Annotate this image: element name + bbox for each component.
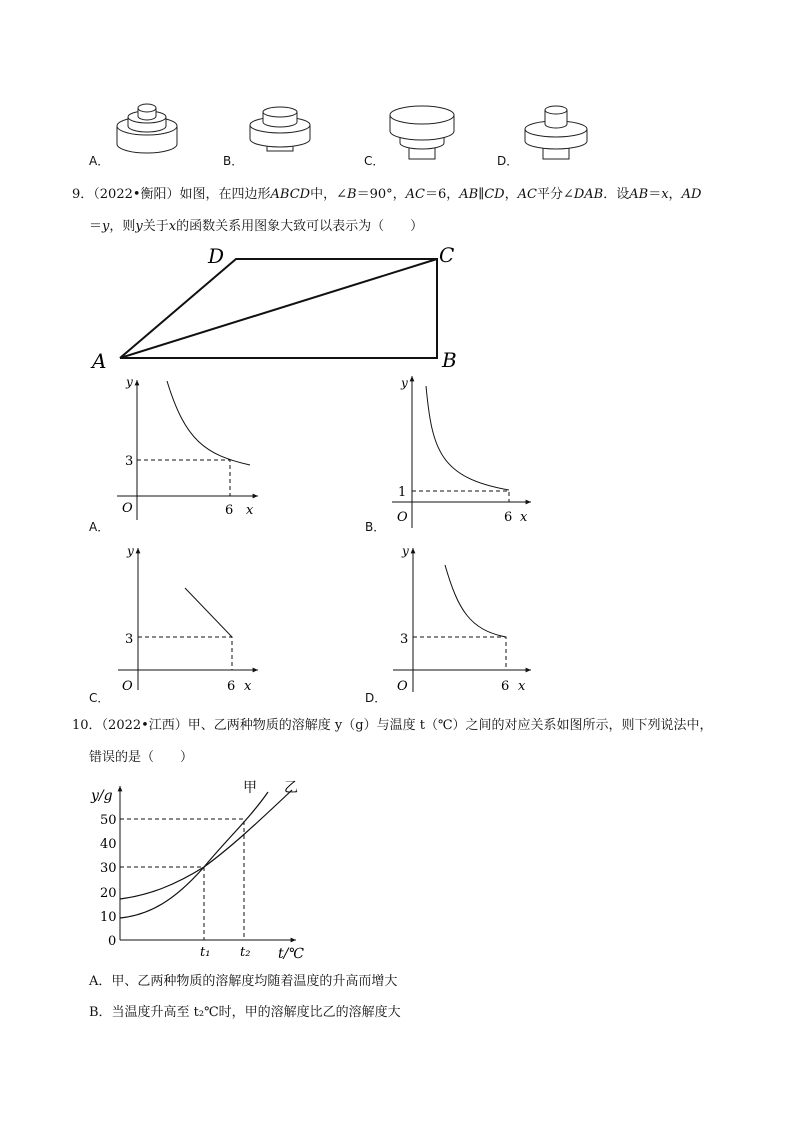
x-axis-label: x <box>244 679 252 694</box>
q8-option-d[interactable]: D． <box>497 154 519 168</box>
q9-var: AB <box>629 187 649 202</box>
ytick-0: 0 <box>108 934 117 949</box>
q9-var: AC <box>517 187 537 202</box>
series-yi-curve <box>120 790 292 899</box>
q10-option-b[interactable]: B．当温度升高至 t₂℃时，甲的溶解度比乙的溶解度大 <box>89 1005 401 1020</box>
chart-xlabel: t/℃ <box>278 946 305 962</box>
chart-ylabel: y/g <box>91 788 113 804</box>
x-tick-label: 6 <box>504 510 513 525</box>
q9-text: 平分∠ <box>536 187 574 202</box>
q9-text: ， <box>504 187 518 202</box>
t2-label: t₂ <box>240 945 251 960</box>
y-tick-label: 1 <box>398 485 407 500</box>
q9-option-c[interactable]: C． <box>89 691 110 705</box>
series-jia-curve <box>120 792 268 918</box>
q10-line2: 错误的是（ ） <box>89 750 194 765</box>
vertex-d-label: D <box>208 244 225 268</box>
y-tick-label: 3 <box>125 454 134 469</box>
q9-text: ＝ <box>648 187 662 202</box>
x-tick-label: 6 <box>227 679 236 694</box>
q8-option-c[interactable]: C． <box>364 154 385 168</box>
origin-label: O <box>122 679 133 694</box>
q9-text: 9．（2022•衡阳）如图，在四边形 <box>72 187 271 202</box>
q9-text: ，则 <box>109 219 136 234</box>
ytick-30: 30 <box>100 861 117 876</box>
y-axis-label: y <box>127 544 134 558</box>
y-axis-label: y <box>401 376 408 390</box>
origin-label: O <box>397 679 408 694</box>
q9-var: AD <box>681 187 702 202</box>
ytick-20: 20 <box>100 886 117 901</box>
ytick-40: 40 <box>100 837 117 852</box>
q9-text: ．设 <box>603 187 630 202</box>
q8-option-a[interactable]: A． <box>89 154 110 168</box>
q9-var: y <box>135 219 143 234</box>
q9-option-d[interactable]: D． <box>365 691 387 705</box>
vertex-b-label: B <box>442 348 457 372</box>
x-axis-label: x <box>246 503 254 518</box>
vertex-c-label: C <box>439 243 455 267</box>
q9-var: B <box>347 187 357 202</box>
q9-text: ＝ <box>89 219 103 234</box>
q9-var: x <box>661 187 669 202</box>
q9-text: 中，∠ <box>310 187 347 202</box>
ytick-10: 10 <box>100 910 117 925</box>
origin-label: O <box>397 510 408 525</box>
q9-var: AB <box>459 187 479 202</box>
q9-var: AC <box>405 187 425 202</box>
q9-option-a[interactable]: A． <box>89 520 110 534</box>
x-axis-label: x <box>518 679 526 694</box>
origin-label: O <box>122 501 133 516</box>
q9-text: ∥ <box>478 187 485 202</box>
q9-option-b[interactable]: B． <box>365 520 386 534</box>
y-tick-label: 3 <box>400 632 409 647</box>
q10-line1: 10．（2022•江西）甲、乙两种物质的溶解度 y（g）与温度 t（℃）之间的对应关系如图所示，则下列说法中， <box>72 718 713 733</box>
x-tick-label: 6 <box>225 503 234 518</box>
q9-var: DAB <box>573 187 604 202</box>
q9-var: ABCD <box>270 187 311 202</box>
t1-label: t₁ <box>200 945 211 960</box>
vertex-a-label: A <box>92 349 107 373</box>
x-axis-label: x <box>520 510 528 525</box>
q9-text: ， <box>668 187 682 202</box>
series-jia-label: 甲 <box>243 780 257 796</box>
x-tick-label: 6 <box>501 679 510 694</box>
q9-var: CD <box>484 187 505 202</box>
q9-var: y <box>102 219 110 234</box>
q10-option-a[interactable]: A．甲、乙两种物质的溶解度均随着温度的升高而增大 <box>89 974 398 989</box>
q8-option-b[interactable]: B． <box>223 154 244 168</box>
y-tick-label: 3 <box>125 632 134 647</box>
series-yi-label: 乙 <box>284 780 298 796</box>
ytick-50: 50 <box>100 813 117 828</box>
y-axis-label: y <box>402 544 409 558</box>
q9-text: ＝90°， <box>356 187 406 202</box>
q9-var: x <box>168 219 177 234</box>
q9-text: 关于 <box>142 219 169 234</box>
y-axis-label: y <box>126 375 133 389</box>
q9-text: 的函数关系用图象大致可以表示为（ ） <box>176 219 424 234</box>
q9-text: ＝6， <box>424 187 460 202</box>
